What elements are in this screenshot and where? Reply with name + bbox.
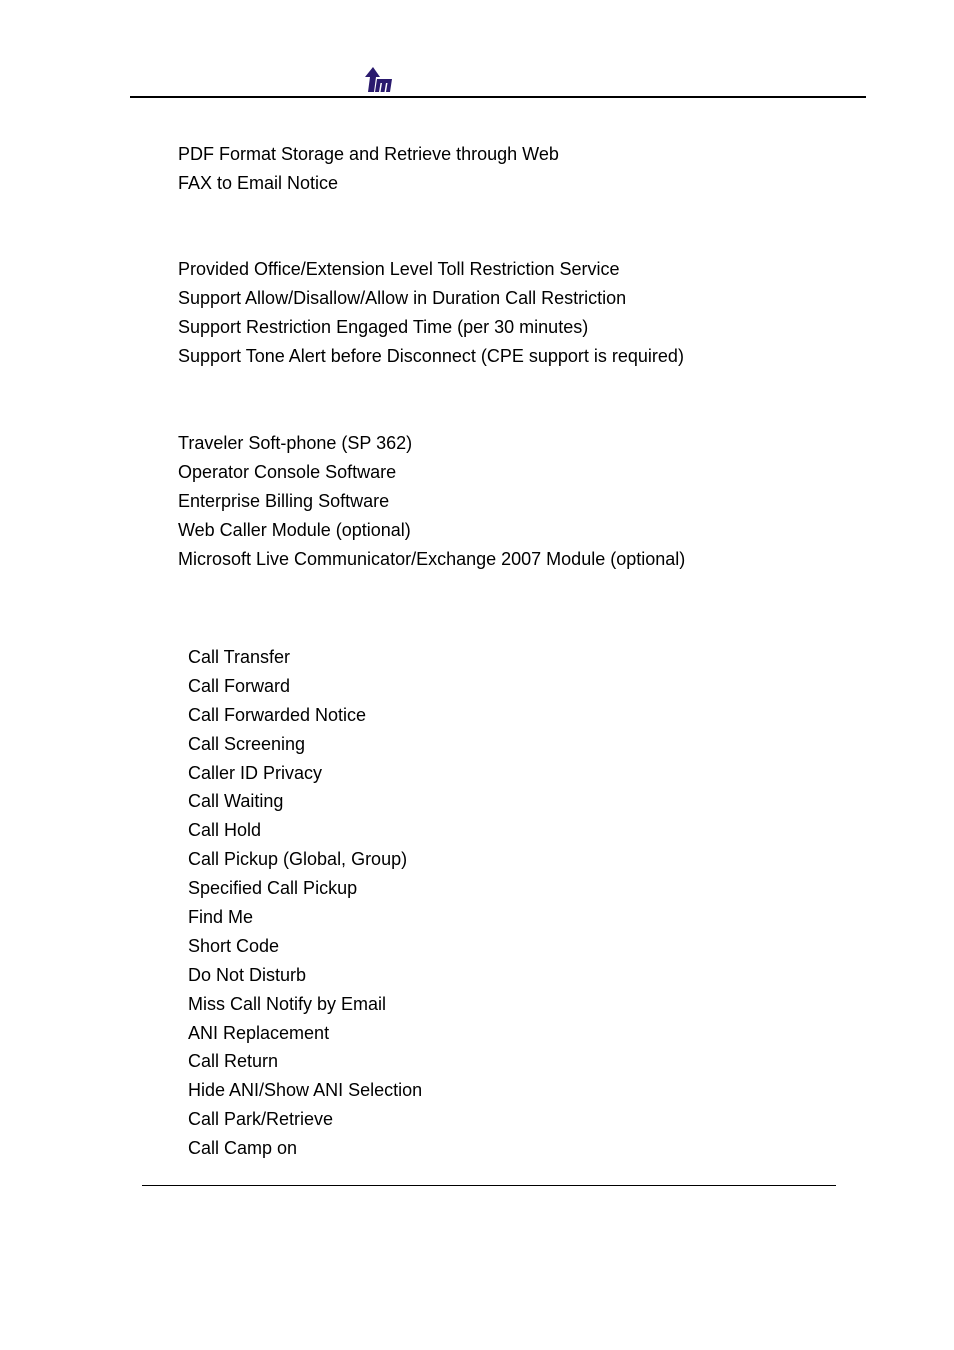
list-item: Support Allow/Disallow/Allow in Duration Call Restriction xyxy=(178,287,627,308)
list-item: Provided Office/Extension Level Toll Restriction Service xyxy=(178,259,620,279)
list-item: FAX to Email Notice xyxy=(178,172,339,193)
list-item: Web Caller Module (optional) xyxy=(178,519,411,540)
list-item: Support Restriction Engaged Time (per 30 minutes) xyxy=(178,316,589,337)
list-item: Find Me xyxy=(188,907,254,928)
software-feature-list xyxy=(178,429,685,573)
list-item: Miss Call Notify by Email xyxy=(188,993,387,1014)
footer-divider xyxy=(142,1185,836,1186)
list-item: Call Forwarded Notice xyxy=(188,704,367,725)
list-item: Hide ANI/Show ANI Selection xyxy=(188,1080,423,1101)
list-item: Microsoft Live Communicator/Exchange 2007 Module (optional) xyxy=(178,548,686,569)
list-item: Specified Call Pickup xyxy=(188,878,358,899)
restriction-feature-list xyxy=(178,255,684,371)
list-item: Do Not Disturb xyxy=(188,964,307,985)
list-item: Call Transfer xyxy=(188,647,291,667)
call-feature-list xyxy=(188,643,422,1163)
list-item: Call Return xyxy=(188,1051,279,1072)
list-item: Short Code xyxy=(188,935,280,956)
list-item: Call Hold xyxy=(188,820,262,841)
list-item: Call Screening xyxy=(188,733,306,754)
list-item: Caller ID Privacy xyxy=(188,762,323,783)
list-item: Call Pickup (Global, Group) xyxy=(188,849,408,870)
list-item: ANI Replacement xyxy=(188,1022,330,1043)
list-item: Call Park/Retrieve xyxy=(188,1109,334,1130)
list-item: PDF Format Storage and Retrieve through Web xyxy=(178,144,559,164)
company-logo-icon xyxy=(364,66,396,94)
list-item: Call Forward xyxy=(188,675,291,696)
fax-feature-list xyxy=(178,140,559,198)
list-item: Call Waiting xyxy=(188,791,284,812)
list-item: Support Tone Alert before Disconnect (CPE support is required) xyxy=(178,345,684,366)
list-item: Enterprise Billing Software xyxy=(178,490,390,511)
header-divider xyxy=(130,96,866,98)
list-item: Operator Console Software xyxy=(178,461,397,482)
list-item: Call Camp on xyxy=(188,1138,298,1159)
list-item: Traveler Soft-phone (SP 362) xyxy=(178,433,413,453)
